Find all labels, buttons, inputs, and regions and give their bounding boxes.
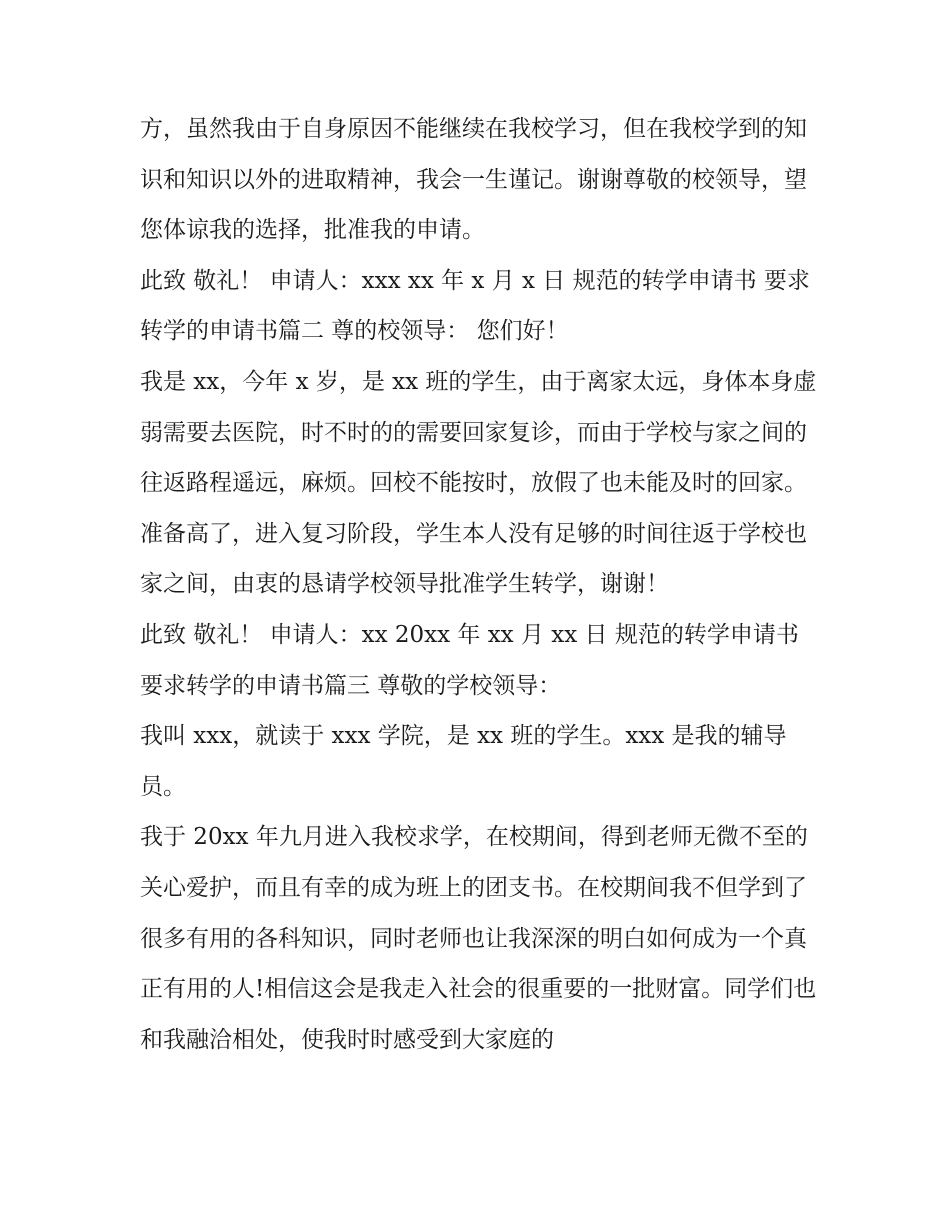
paragraph-signature-one: 此致 敬礼！ 申请人：xxx xx 年 x 月 x 日 规范的转学申请书 要求转学的申请书篇二 尊的校领导： 您们好！ bbox=[140, 267, 810, 345]
paragraph-introduction: 我叫 xxx，就读于 xxx 学院，是 xx 班的学生。xxx 是我的辅导员。 bbox=[140, 723, 787, 800]
paragraph-school-experience: 我于 20xx 年九月进入我校求学，在校期间，得到老师无微不至的关心爱护，而且有幸的成为班上的团支书。在校期间我不但学到了很多有用的各科知识，同时老师也让我深深的明白如何成为一个真正有用的人!相信这会是我走入社会的很重要的一批财富。同学们也和我融洽相处，使我时时感受到大家庭的 bbox=[140, 824, 817, 1053]
paragraph-signature-two: 此致 敬礼！ 申请人：xx 20xx 年 xx 月 xx 日 规范的转学申请书 要求转学的申请书篇三 尊敬的学校领导： bbox=[140, 621, 799, 699]
document-body bbox=[140, 104, 820, 1065]
paragraph-reason-distance: 我是 xx，今年 x 岁，是 xx 班的学生，由于离家太远，身体本身虚弱需要去医院，时不时的的需要回家复诊，而由于学校与家之间的往返路程遥远，麻烦。回校不能按时，放假了也未能及时的回家。准备高了，进入复习阶段，学生本人没有足够的时间往返于学校也家之间，由衷的恳请学校领导批准学生转学，谢谢！ bbox=[140, 368, 817, 598]
paragraph-closing-request: 方，虽然我由于自身原因不能继续在我校学习，但在我校学到的知识和知识以外的进取精神，我会一生谨记。谢谢尊敬的校领导，望您体谅我的选择，批准我的申请。 bbox=[140, 116, 807, 244]
